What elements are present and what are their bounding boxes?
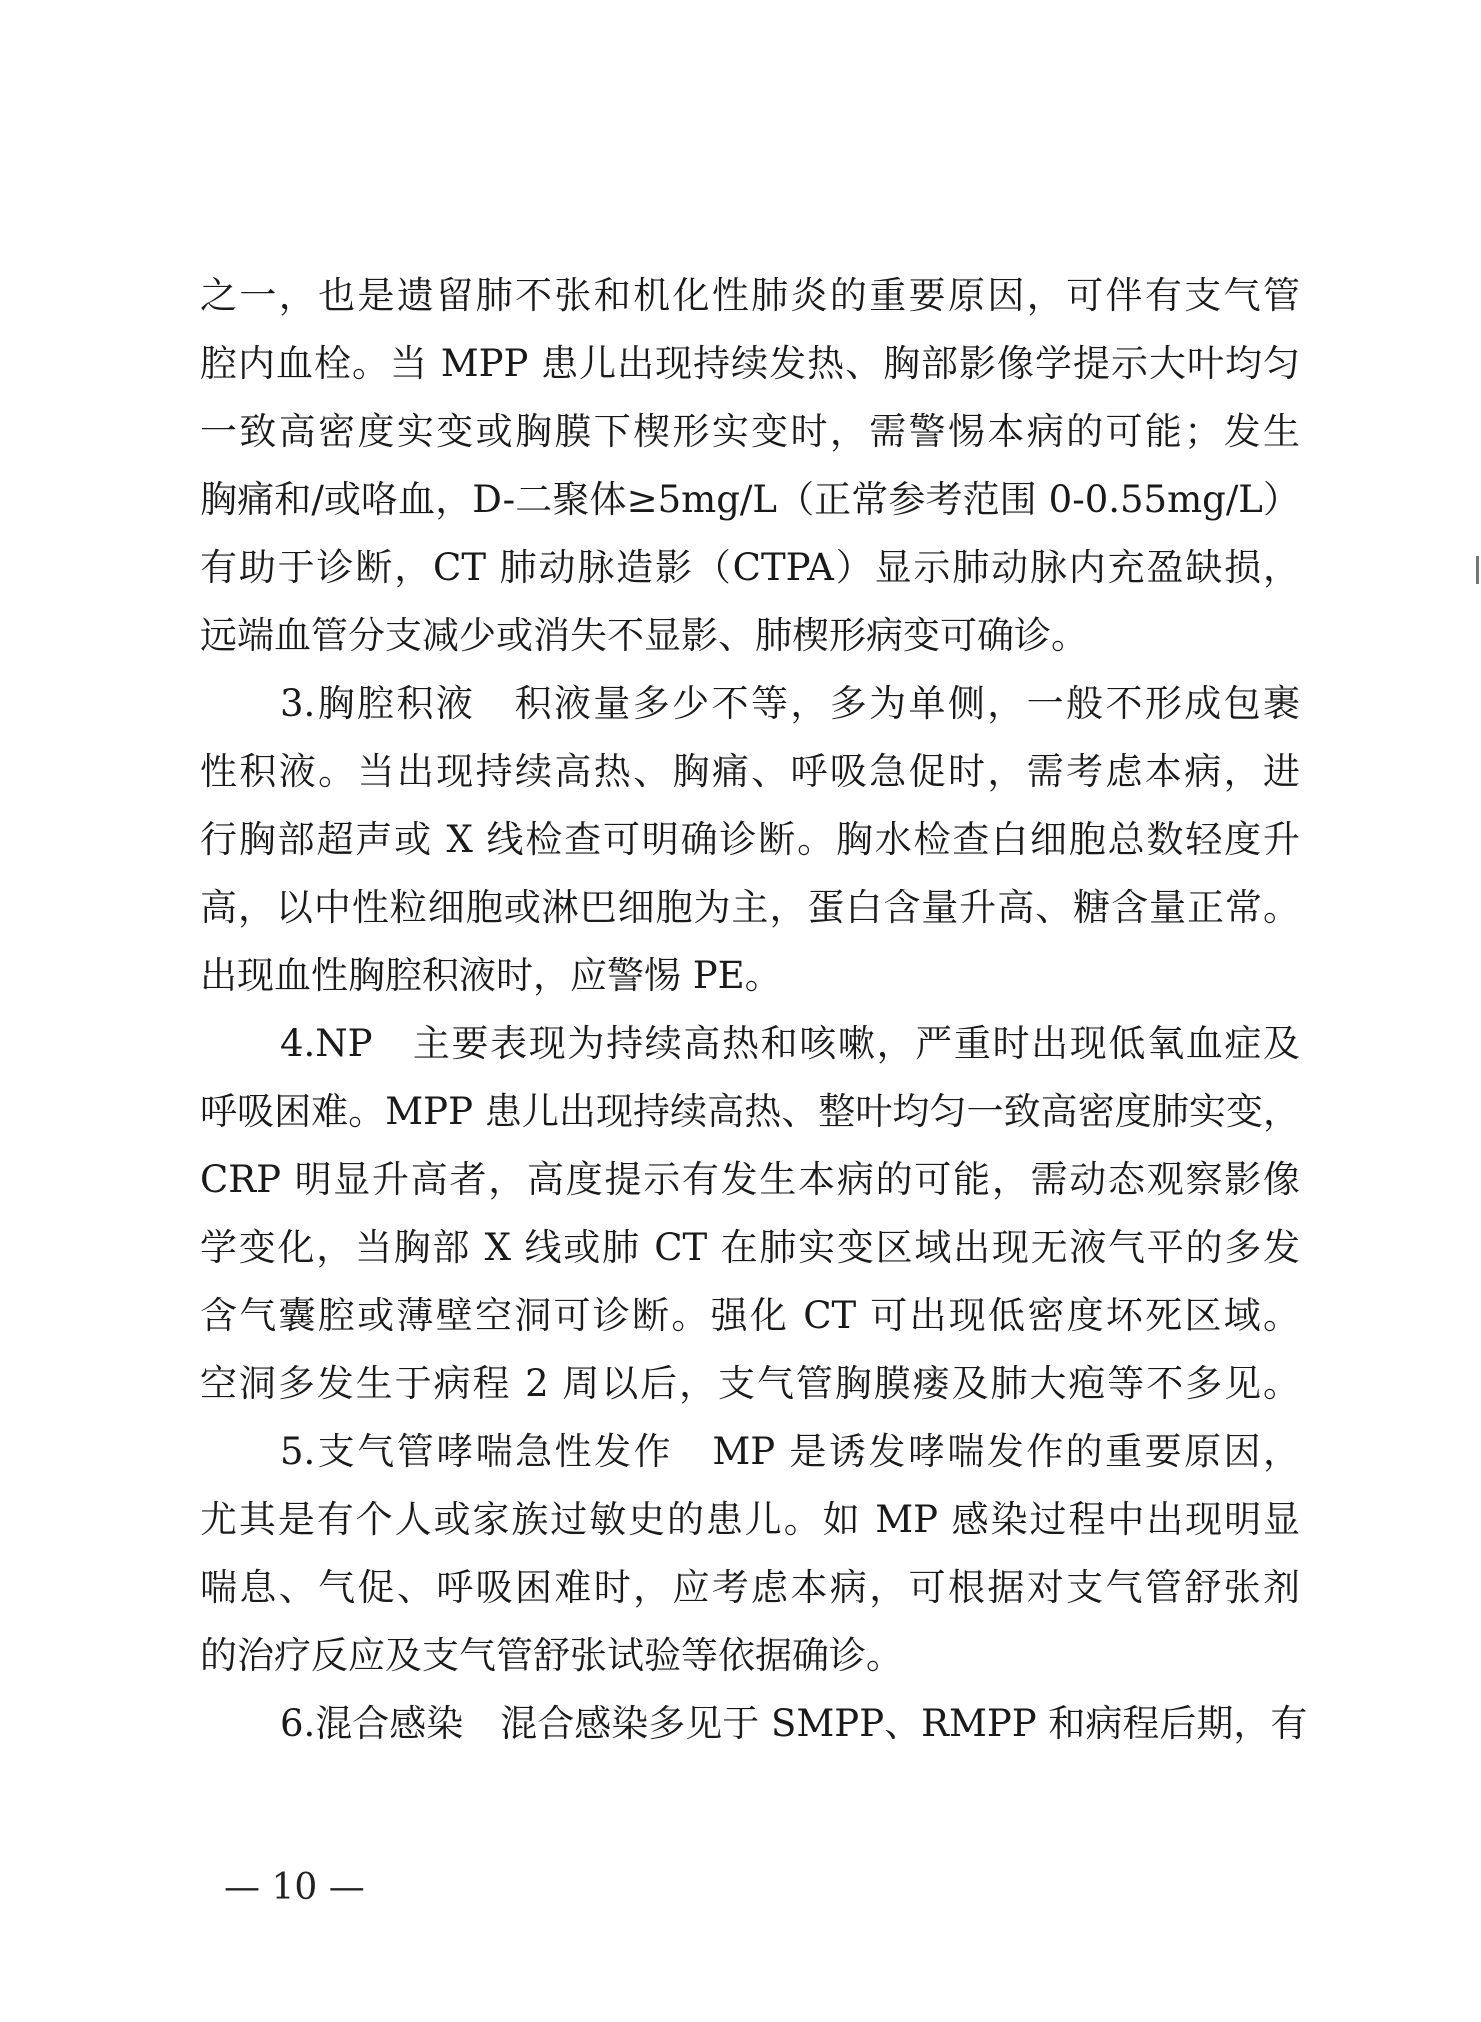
text-line: 5.支气管哮喘急性发作 MP 是诱发哮喘发作的重要原因， <box>280 1430 1300 1473</box>
text-line: 3.胸腔积液 积液量多少不等，多为单侧，一般不形成包裹 <box>280 682 1300 725</box>
text-line: 腔内血栓。当 MPP 患儿出现持续发热、胸部影像学提示大叶均匀 <box>200 342 1300 385</box>
text-line: 呼吸困难。MPP 患儿出现持续高热、整叶均匀一致高密度肺实变， <box>200 1090 1300 1133</box>
page-number: — 10 — <box>224 1867 365 1908</box>
text-line: 空洞多发生于病程 2 周以后，支气管胸膜瘘及肺大疱等不多见。 <box>200 1362 1300 1405</box>
text-line: 之一，也是遗留肺不张和机化性肺炎的重要原因，可伴有支气管 <box>200 274 1300 317</box>
text-line: 一致高密度实变或胸膜下楔形实变时，需警惕本病的可能；发生 <box>200 410 1300 453</box>
text-line: 尤其是有个人或家族过敏史的患儿。如 MP 感染过程中出现明显 <box>200 1498 1300 1541</box>
scan-edge-mark <box>1476 556 1479 584</box>
text-line: 行胸部超声或 X 线检查可明确诊断。胸水检查白细胞总数轻度升 <box>200 818 1300 861</box>
text-line: 的治疗反应及支气管舒张试验等依据确诊。 <box>200 1634 903 1677</box>
text-line: 含气囊腔或薄壁空洞可诊断。强化 CT 可出现低密度坏死区域。 <box>200 1294 1300 1337</box>
text-line: 性积液。当出现持续高热、胸痛、呼吸急促时，需考虑本病，进 <box>200 750 1300 793</box>
text-line: 胸痛和/或咯血，D-二聚体≥5mg/L（正常参考范围 0-0.55mg/L） <box>200 478 1300 521</box>
text-line: CRP 明显升高者，高度提示有发生本病的可能，需动态观察影像 <box>200 1158 1300 1201</box>
text-line: 喘息、气促、呼吸困难时，应考虑本病，可根据对支气管舒张剂 <box>200 1566 1300 1609</box>
text-line: 学变化，当胸部 X 线或肺 CT 在肺实变区域出现无液气平的多发 <box>200 1226 1300 1269</box>
text-line: 有助于诊断，CT 肺动脉造影（CTPA）显示肺动脉内充盈缺损， <box>200 546 1300 589</box>
text-line: 远端血管分支减少或消失不显影、肺楔形病变可确诊。 <box>200 614 1088 657</box>
text-line: 6.混合感染 混合感染多见于 SMPP、RMPP 和病程后期，有 <box>280 1702 1308 1745</box>
text-line: 出现血性胸腔积液时，应警惕 PE。 <box>200 954 782 997</box>
text-line: 高，以中性粒细胞或淋巴细胞为主，蛋白含量升高、糖含量正常。 <box>200 886 1300 929</box>
document-body <box>200 262 1308 1758</box>
text-line: 4.NP 主要表现为持续高热和咳嗽，严重时出现低氧血症及 <box>280 1022 1300 1065</box>
